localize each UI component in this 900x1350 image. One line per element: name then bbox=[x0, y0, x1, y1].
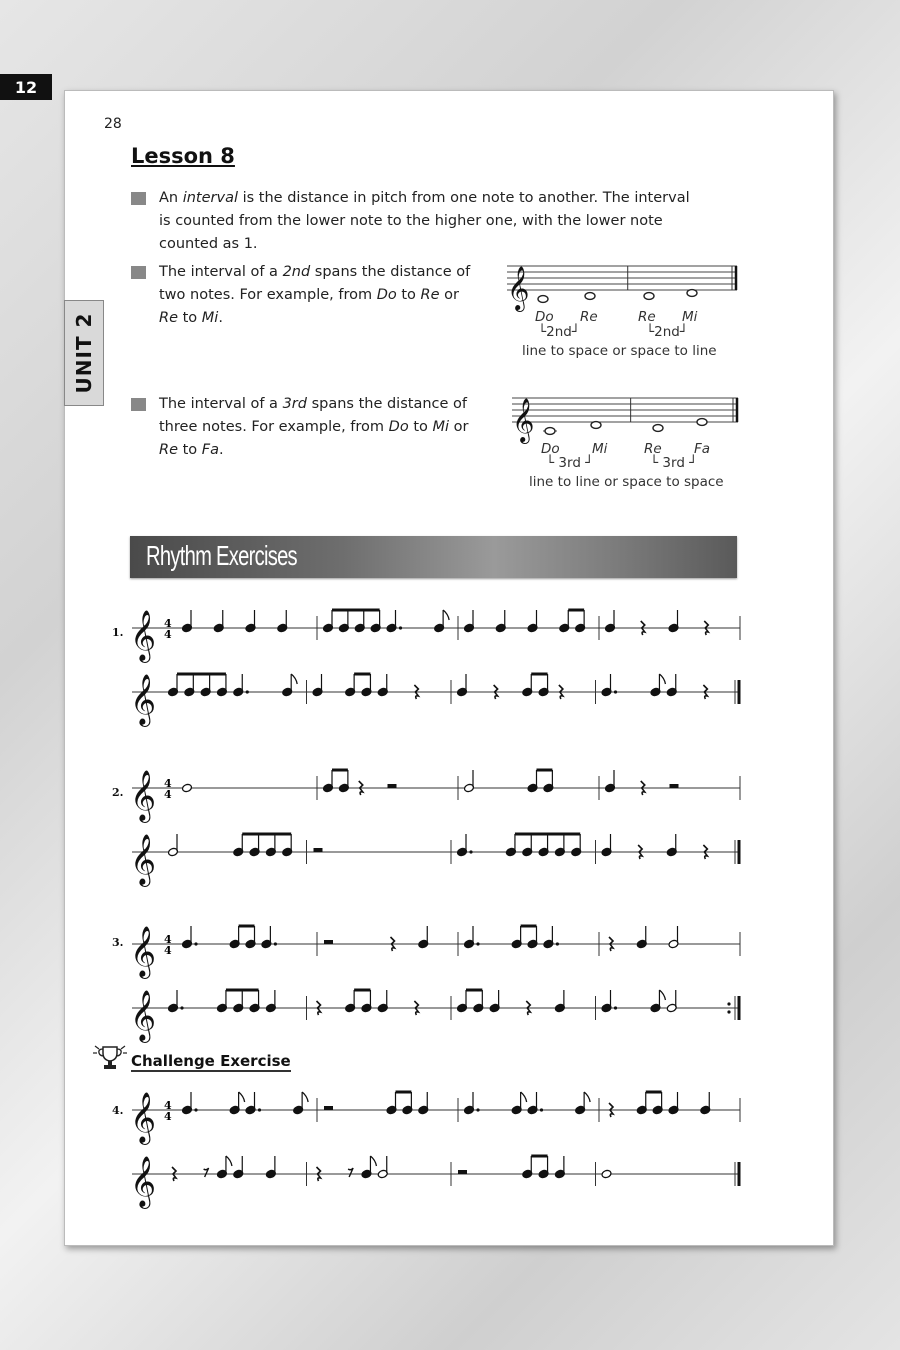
eighth-flag bbox=[239, 1092, 245, 1102]
syllable-do: Do bbox=[535, 309, 554, 325]
augmentation-dot bbox=[180, 1006, 183, 1009]
syllable-re: Re bbox=[644, 441, 662, 457]
time-signature-top: 4 bbox=[164, 1099, 172, 1112]
syllable-fa: Fa bbox=[694, 441, 711, 457]
interval-bracket: └ 3rd ┘ bbox=[546, 455, 594, 471]
interval-bracket: └2nd┘ bbox=[646, 324, 688, 340]
second-interval-text: The interval of a 2nd spans the distance of two notes. For example, from Do to Re or Re to Mi. bbox=[159, 264, 471, 326]
half-rest bbox=[324, 1106, 333, 1110]
augmentation-dot bbox=[258, 1108, 261, 1111]
augmentation-dot bbox=[556, 942, 559, 945]
lesson-title: Lesson 8 bbox=[131, 144, 235, 168]
augmentation-dot bbox=[540, 1108, 543, 1111]
eighth-flag bbox=[291, 674, 297, 684]
eighth-rest bbox=[348, 1168, 353, 1177]
eighth-flag bbox=[370, 1156, 376, 1166]
treble-clef-icon: 𝄞 bbox=[130, 1156, 157, 1207]
half-rest bbox=[324, 940, 333, 944]
half-rest bbox=[458, 1170, 467, 1174]
treble-clef-icon: 𝄞 bbox=[130, 674, 157, 725]
augmentation-dot bbox=[246, 690, 249, 693]
syllable-do: Do bbox=[541, 441, 560, 457]
augmentation-dot bbox=[194, 1108, 197, 1111]
interval-bracket: └ 3rd ┘ bbox=[650, 455, 698, 471]
treble-clef-icon: 𝄞 bbox=[130, 834, 157, 885]
augmentation-dot bbox=[614, 690, 617, 693]
eighth-flag bbox=[443, 610, 449, 620]
treble-clef-icon: 𝄞 bbox=[130, 770, 157, 821]
augmentation-dot bbox=[274, 942, 277, 945]
section-title: Rhythm Exercises bbox=[146, 540, 297, 571]
augmentation-dot bbox=[476, 942, 479, 945]
augmentation-dot bbox=[194, 942, 197, 945]
note-head bbox=[182, 783, 193, 793]
time-signature-bottom: 4 bbox=[164, 628, 172, 641]
syllable-mi: Mi bbox=[682, 309, 698, 325]
exercise-number: 2. bbox=[112, 786, 124, 799]
augmentation-dot bbox=[476, 1108, 479, 1111]
half-rest bbox=[314, 848, 323, 852]
syllable-re: Re bbox=[580, 309, 598, 325]
exercise-number: 1. bbox=[112, 626, 124, 639]
time-signature-top: 4 bbox=[164, 777, 172, 790]
eighth-flag bbox=[226, 1156, 232, 1166]
syllable-mi: Mi bbox=[592, 441, 608, 457]
second-interval-caption: line to space or space to line bbox=[522, 343, 717, 359]
eighth-flag bbox=[659, 674, 665, 684]
time-signature-bottom: 4 bbox=[164, 1110, 172, 1123]
treble-clef-icon: 𝄞 bbox=[512, 398, 535, 442]
augmentation-dot bbox=[614, 1006, 617, 1009]
treble-clef-icon: 𝄞 bbox=[130, 610, 157, 661]
exercise-number: 3. bbox=[112, 936, 124, 949]
syllable-re: Re bbox=[638, 309, 656, 325]
eighth-flag bbox=[521, 1092, 527, 1102]
augmentation-dot bbox=[469, 850, 472, 853]
corner-page-number: 12 bbox=[0, 74, 52, 100]
page-number: 28 bbox=[104, 116, 122, 132]
time-signature-bottom: 4 bbox=[164, 944, 172, 957]
repeat-dot bbox=[727, 1010, 730, 1013]
treble-clef-icon: 𝄞 bbox=[130, 926, 157, 977]
interval-definition-text: An interval is the distance in pitch from one note to another. The interval is counted from the lower note to the higher one, with the lower note counted as 1. bbox=[159, 190, 690, 252]
half-rest bbox=[388, 784, 397, 788]
note-head bbox=[601, 1169, 612, 1179]
time-signature-bottom: 4 bbox=[164, 788, 172, 801]
unit-tab-label: UNIT 2 bbox=[72, 312, 96, 394]
repeat-dot bbox=[727, 1002, 730, 1005]
treble-clef-icon: 𝄞 bbox=[507, 266, 530, 310]
third-interval-caption: line to line or space to space bbox=[529, 474, 724, 490]
treble-clef-icon: 𝄞 bbox=[130, 990, 157, 1041]
augmentation-dot bbox=[399, 626, 402, 629]
eighth-flag bbox=[302, 1092, 308, 1102]
interval-bracket: └2nd┘ bbox=[538, 324, 580, 340]
challenge-exercise-title: Challenge Exercise bbox=[131, 1052, 291, 1070]
time-signature-top: 4 bbox=[164, 617, 172, 630]
third-interval-text: The interval of a 3rd spans the distance of three notes. For example, from Do to Mi or Re to Fa. bbox=[159, 396, 469, 458]
time-signature-top: 4 bbox=[164, 933, 172, 946]
treble-clef-icon: 𝄞 bbox=[130, 1092, 157, 1143]
eighth-flag bbox=[659, 990, 665, 1000]
eighth-flag bbox=[584, 1092, 590, 1102]
half-rest bbox=[670, 784, 679, 788]
exercise-number: 4. bbox=[112, 1104, 124, 1117]
eighth-rest bbox=[204, 1168, 209, 1177]
